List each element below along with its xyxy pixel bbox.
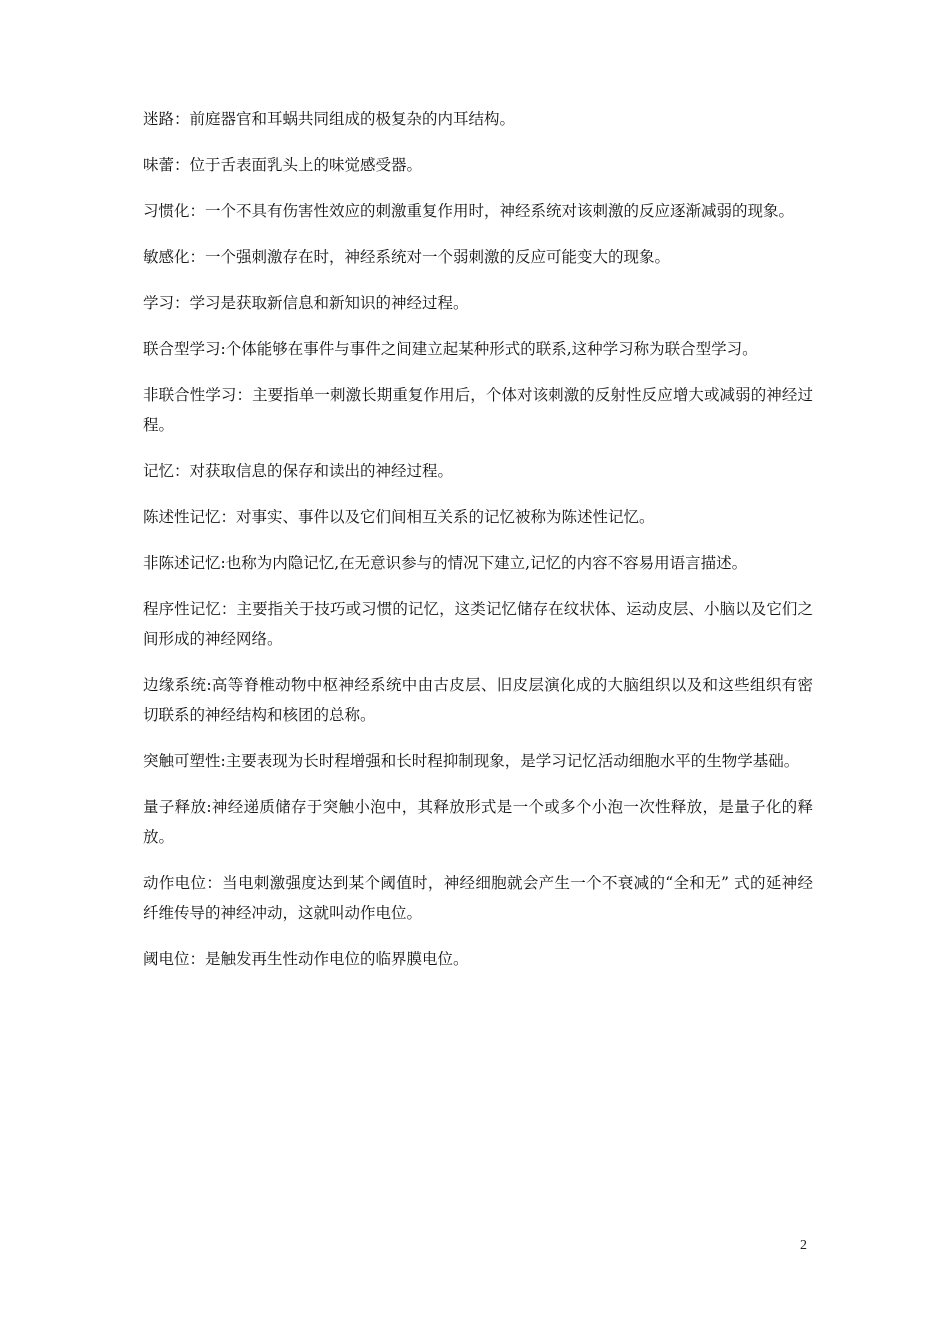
glossary-entry [143,502,813,532]
entry-term: 味蕾 [143,156,175,174]
glossary-entry [143,594,813,654]
entry-definition: 当电刺激强度达到某个阈值时，神经细胞就会产生一个不衰减的“全和无” 式的延神经纤维传导的神经冲动，这就叫动作电位。 [143,874,813,922]
glossary-entry [143,456,813,486]
entry-separator: : [220,554,226,572]
entry-definition: 是触发再生性动作电位的临界膜电位。 [205,950,469,968]
entry-definition: 神经递质储存于突触小泡中，其释放形式是一个或多个小泡一次性释放，是量子化的释放。 [143,798,813,846]
entry-separator: : [206,798,212,816]
entry-term: 敏感化 [143,248,190,266]
entry-term: 非陈述记忆 [143,554,221,572]
glossary-entry [143,548,813,578]
entry-term: 迷路 [143,110,175,128]
entry-definition: 一个强刺激存在时，神经系统对一个弱刺激的反应可能变大的现象。 [205,248,671,266]
entry-separator: : [206,676,212,694]
entry-definition: 也称为内隐记忆,在无意识参与的情况下建立,记忆的内容不容易用语言描述。 [225,554,748,572]
entry-term: 动作电位 [143,874,207,892]
glossary-entry [143,150,813,180]
entry-definition: 主要表现为长时程增强和长时程抑制现象，是学习记忆活动细胞水平的生物学基础。 [225,752,800,770]
entry-term: 习惯化 [143,202,190,220]
glossary-entry [143,242,813,272]
entry-separator: ： [174,462,190,480]
entry-term: 程序性记忆 [143,600,221,618]
entry-term: 陈述性记忆 [143,508,221,526]
entry-term: 联合型学习 [143,340,221,358]
entry-separator: ： [206,874,223,892]
entry-separator: ： [189,248,206,266]
entry-separator: ： [174,156,190,174]
entry-separator: ： [174,294,190,312]
entry-separator: : [220,340,226,358]
glossary-entry [143,334,813,364]
entry-definition: 前庭器官和耳蜗共同组成的极复杂的内耳结构。 [189,110,516,128]
entry-term: 记忆 [143,462,175,480]
entry-definition: 位于舌表面乳头上的味觉感受器。 [189,156,423,174]
entry-definition: 主要指关于技巧或习惯的记忆，这类记忆储存在纹状体、运动皮层、小脑以及它们之间形成的神经网络。 [143,600,813,648]
glossary-entry [143,380,813,440]
glossary-entry [143,670,813,730]
entry-definition: 对获取信息的保存和读出的神经过程。 [189,462,454,480]
entry-definition: 一个不具有伤害性效应的刺激重复作用时，神经系统对该刺激的反应逐渐减弱的现象。 [205,202,795,220]
entry-definition: 对事实、事件以及它们间相互关系的记忆被称为陈述性记忆。 [236,508,655,526]
entry-separator: ： [220,508,237,526]
glossary-entry [143,792,813,852]
entry-separator: ： [220,600,237,618]
glossary-entry [143,868,813,928]
entry-term: 非联合性学习 [143,386,237,404]
entry-separator: ： [236,386,253,404]
entry-definition: 个体能够在事件与事件之间建立起某种形式的联系,这种学习称为联合型学习。 [225,340,758,358]
entry-definition: 高等脊椎动物中枢神经系统中由古皮层、旧皮层演化成的大脑组织以及和这些组织有密切联系的神经结构和核团的总称。 [143,676,813,724]
entry-term: 量子释放 [143,798,207,816]
entry-term: 学习 [143,294,175,312]
glossary-entry [143,288,813,318]
page-number: 2 [800,1238,807,1253]
glossary-entry [143,104,813,134]
glossary-list [143,104,813,990]
entry-definition: 学习是获取新信息和新知识的神经过程。 [189,294,469,312]
glossary-entry [143,196,813,226]
entry-term: 阈电位 [143,950,190,968]
entry-separator: ： [189,950,206,968]
entry-separator: : [220,752,226,770]
glossary-entry [143,944,813,974]
glossary-entry [143,746,813,776]
entry-term: 突触可塑性 [143,752,221,770]
entry-separator: ： [174,110,190,128]
entry-term: 边缘系统 [143,676,207,694]
entry-separator: ： [189,202,206,220]
entry-definition: 主要指单一刺激长期重复作用后，个体对该刺激的反射性反应增大或减弱的神经过程。 [143,386,813,434]
